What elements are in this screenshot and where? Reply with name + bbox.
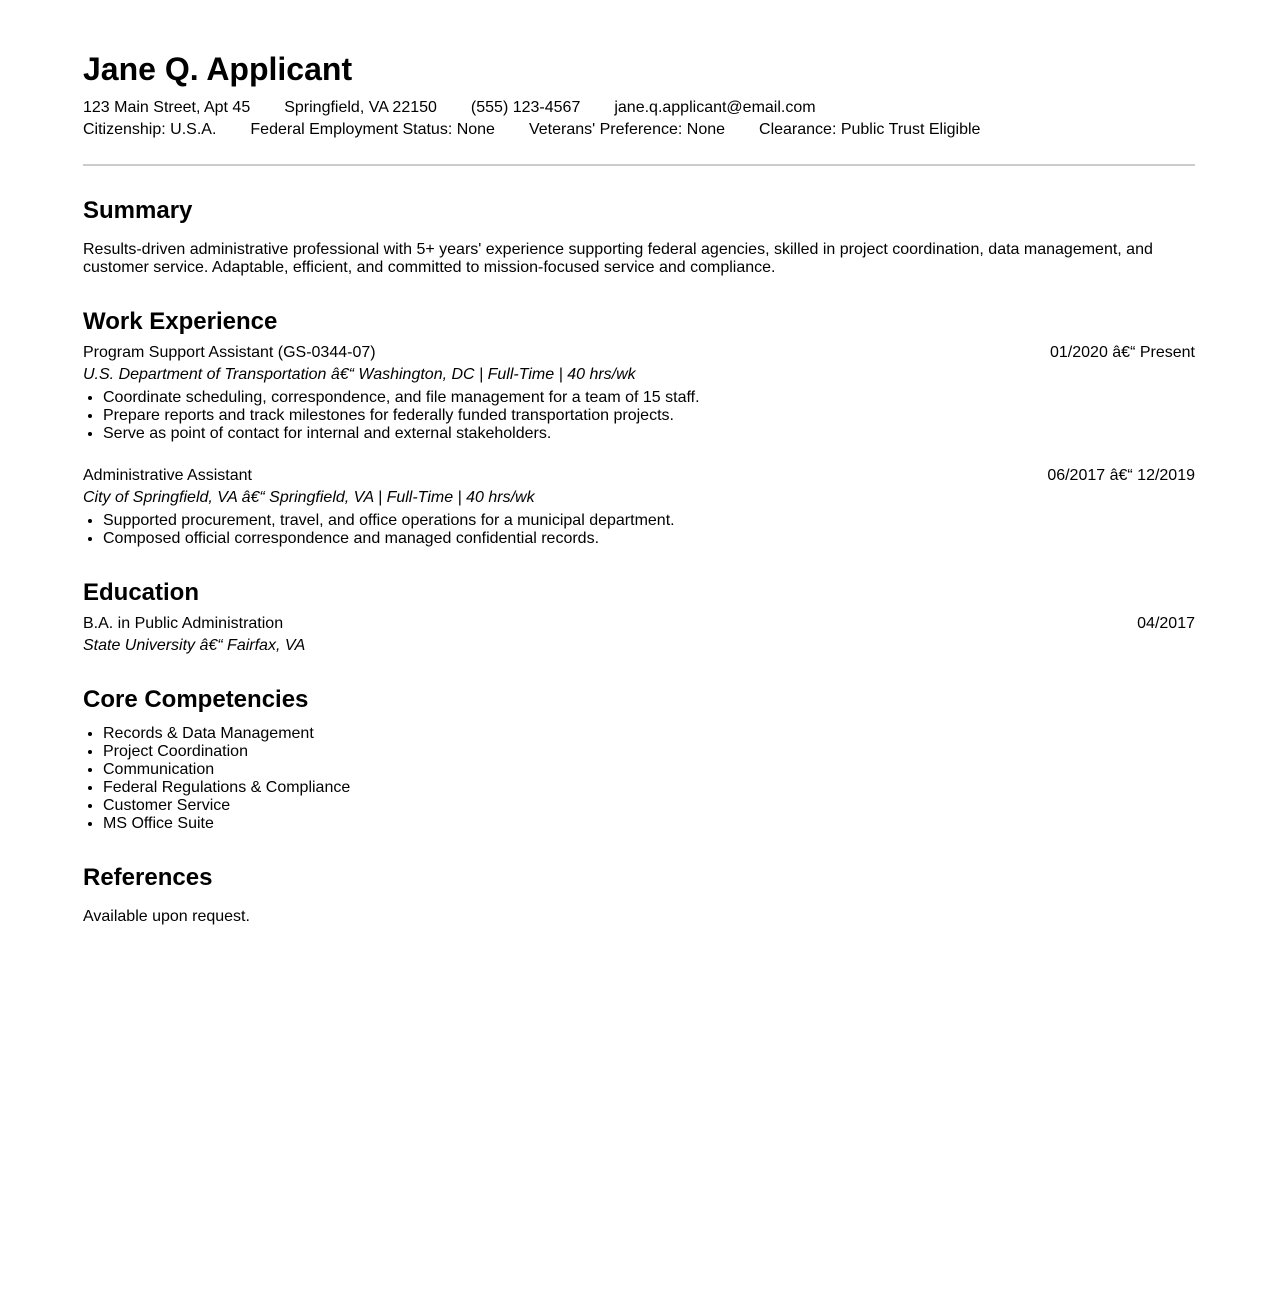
job-bullet: • Supported procurement, travel, and office operations for a municipal department. [103, 512, 1195, 530]
email: jane.q.applicant@email.com [614, 99, 816, 116]
summary-text: Results-driven administrative professional with 5+ years' experience supporting federal agencies, skilled in project coordination, data management, and customer service. Adaptable, efficient, and committed to mission-focused service and compliance. [83, 241, 1153, 276]
job-dates: 01/2020 â€“ Present [1050, 344, 1195, 361]
federal-employment-status: Federal Employment Status: None [250, 121, 495, 138]
job-bullet: • Coordinate scheduling, correspondence, and file management for a team of 15 staff. [103, 389, 1195, 407]
core-competencies-heading: Core Competencies [83, 686, 309, 713]
job-dates: 06/2017 â€“ 12/2019 [1047, 467, 1195, 484]
education-heading: Education [83, 579, 200, 606]
job-header [83, 344, 1195, 362]
competency-item: • Communication [103, 761, 1195, 779]
header-divider [83, 164, 1195, 166]
contact-row-2 [83, 119, 1195, 141]
education-dates: 04/2017 [1137, 615, 1195, 632]
job-title: Administrative Assistant [83, 467, 252, 484]
address: 123 Main Street, Apt 45 [83, 99, 251, 116]
competencies-list [83, 725, 1195, 833]
competency-item: • MS Office Suite [103, 815, 1195, 833]
summary-heading: Summary [83, 197, 193, 224]
competency-item: • Records & Data Management [103, 725, 1195, 743]
competency-item: • Federal Regulations & Compliance [103, 779, 1195, 797]
job-bullet: • Serve as point of contact for internal and external stakeholders. [103, 425, 1195, 443]
contact-row-1 [83, 97, 1195, 119]
applicant-name: Jane Q. Applicant [83, 51, 353, 87]
veterans-preference: Veterans' Preference: None [528, 121, 726, 138]
job-subtitle: City of Springfield, VA â€“ Springfield, VA | Full-Time | 40 hrs/wk [83, 489, 535, 506]
education-entry [83, 615, 1195, 655]
citizenship: Citizenship: U.S.A. [83, 121, 217, 138]
job-bullet: • Composed official correspondence and managed confidential records. [103, 530, 1195, 548]
competency-item: • Project Coordination [103, 743, 1195, 761]
competency-item: • Customer Service [103, 797, 1195, 815]
job-bullet-list [83, 512, 1195, 548]
job-entry [83, 344, 1195, 443]
references-heading: References [83, 864, 213, 891]
work-experience-heading: Work Experience [83, 308, 278, 335]
degree: B.A. in Public Administration [83, 615, 284, 632]
city-state-zip: Springfield, VA 22150 [284, 99, 437, 116]
school: State University â€“ Fairfax, VA [83, 637, 306, 654]
job-bullet-list [83, 389, 1195, 443]
job-title: Program Support Assistant (GS-0344-07) [83, 344, 376, 361]
job-bullet: • Prepare reports and track milestones for federally funded transportation projects. [103, 407, 1195, 425]
education-header [83, 615, 1195, 633]
job-header [83, 467, 1195, 485]
job-subtitle: U.S. Department of Transportation â€“ Washington, DC | Full-Time | 40 hrs/wk [83, 366, 636, 383]
clearance: Clearance: Public Trust Eligible [759, 121, 981, 138]
references-text: Available upon request. [83, 908, 250, 925]
phone: (555) 123-4567 [470, 99, 581, 116]
job-entry [83, 467, 1195, 548]
